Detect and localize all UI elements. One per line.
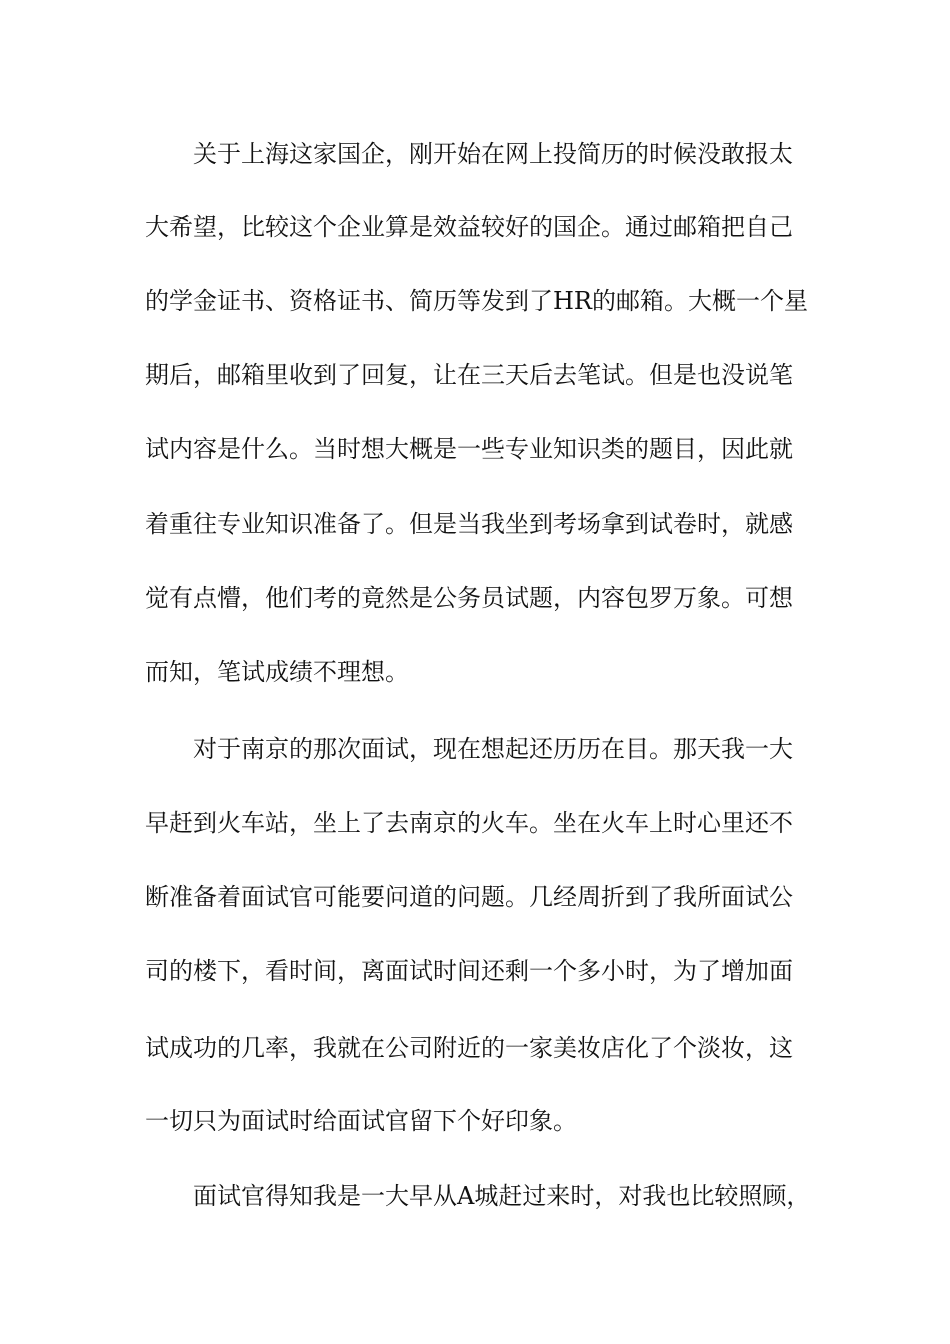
paragraph-2-line-5: 试成功的几率，我就在公司附近的一家美妆店化了个淡妆，这: [145, 1034, 793, 1062]
paragraph-2-line-1: 对于南京的那次面试，现在想起还历历在目。那天我一大: [193, 735, 793, 763]
paragraph-2-line-6: 一切只为面试时给面试官留下个好印象。: [145, 1107, 577, 1135]
paragraph-2-line-4: 司的楼下，看时间，离面试时间还剩一个多小时，为了增加面: [145, 957, 793, 985]
paragraph-2-line-3: 断准备着面试官可能要问道的问题。几经周折到了我所面试公: [145, 883, 793, 911]
paragraph-1-line-7: 觉有点懵，他们考的竟然是公务员试题，内容包罗万象。可想: [145, 584, 793, 612]
paragraph-1-line-4: 期后，邮箱里收到了回复，让在三天后去笔试。但是也没说笔: [145, 361, 793, 389]
paragraph-1-line-2: 大希望，比较这个企业算是效益较好的国企。通过邮箱把自己: [145, 213, 793, 241]
paragraph-3-line-1: 面试官得知我是一大早从A城赶过来时，对我也比较照顾，: [193, 1182, 811, 1210]
paragraph-1-line-5: 试内容是什么。当时想大概是一些专业知识类的题目，因此就: [145, 435, 793, 463]
paragraph-1-line-6: 着重往专业知识准备了。但是当我坐到考场拿到试卷时，就感: [145, 510, 793, 538]
paragraph-1-line-1: 关于上海这家国企，刚开始在网上投简历的时候没敢报太: [193, 140, 793, 168]
paragraph-1-line-8: 而知，笔试成绩不理想。: [145, 658, 409, 686]
paragraph-2-line-2: 早赶到火车站，坐上了去南京的火车。坐在火车上时心里还不: [145, 809, 793, 837]
paragraph-1-line-3: 的学金证书、资格证书、简历等发到了HR的邮箱。大概一个星: [145, 287, 808, 315]
